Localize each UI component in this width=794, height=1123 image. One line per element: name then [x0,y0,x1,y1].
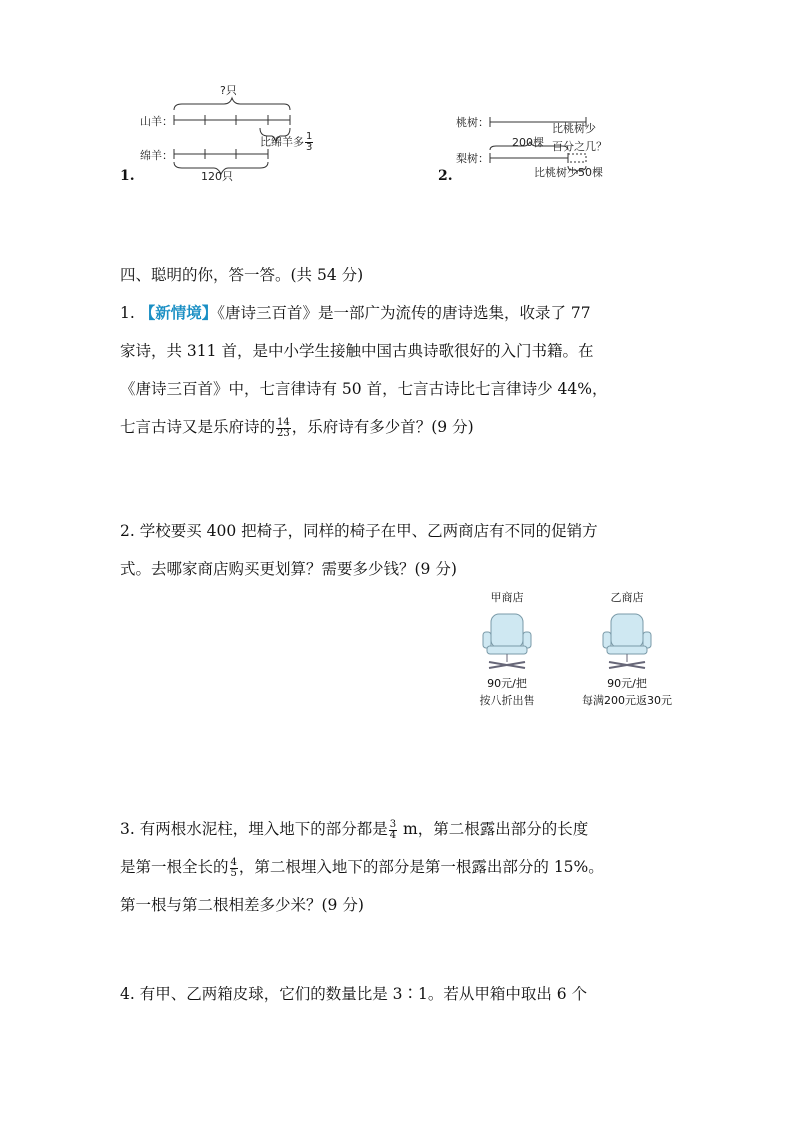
shop-b-price: 90元/把 [607,677,647,690]
q3-line2-pre: 是第一根全长的 [120,858,229,876]
q2-line2: 式。去哪家商店购买更划算？需要多少钱？(9 分) [120,560,457,578]
d2-peach-label: 桃树： [456,116,489,129]
diagram-1 [118,84,348,188]
shop-b-name: 乙商店 [610,591,644,604]
question-2 [120,512,680,588]
shop-a [462,590,552,720]
d1-sheep-label: 绵羊： [140,149,173,162]
shop-b-promo: 每满200元返30元 [582,694,672,707]
q3-line1-pre: 3. 有两根水泥柱，埋入地下的部分都是 [120,820,388,838]
d2-pear-label: 梨树： [456,152,489,165]
d1-top-label: ?只 [220,84,237,97]
q1-line4-pre: 七言古诗又是乐府诗的 [120,418,276,436]
section-title: 四、聪明的你，答一答。(共 54 分) [120,266,364,284]
d2-question-line2: 百分之几？ [552,140,607,153]
shop-a-price: 90元/把 [487,677,527,690]
chair-icon [597,610,657,674]
question-4 [120,975,680,1013]
shop-a-promo: 按八折出售 [479,694,535,707]
shop-b [572,590,682,720]
q3-fraction-2: $\frac{4}{5}$ [230,856,237,879]
q4-line1: 4. 有甲、乙两箱皮球，它们的数量比是 3∶1。若从甲箱中取出 6 个 [120,985,588,1003]
chair-icon [477,610,537,674]
d1-goat-label: 山羊： [140,115,173,128]
q1-number: 1. [120,304,135,322]
q1-tag: 【新情境】 [139,303,218,322]
d1-bottom-label: 120只 [201,170,233,183]
q1-line1: 《唐诗三百首》是一部广为流传的唐诗选集，收录了 77 [217,304,591,322]
q1-line3: 《唐诗三百首》中，七言律诗有 50 首，七言古诗比七言律诗少 44%， [120,380,608,398]
d1-compare-fraction: $\frac{1}{3}$ [306,131,313,153]
q2-line1: 2. 学校要买 400 把椅子，同样的椅子在甲、乙两商店有不同的促销方 [120,522,598,540]
q3-line2-post: ，第二根埋入地下的部分是第一根露出部分的 15%。 [238,858,604,876]
q1-line2: 家诗，共 311 首，是中小学生接触中国古典诗歌很好的入门书籍。在 [120,342,594,360]
q3-fraction-1: $\frac{3}{4}$ [389,818,397,841]
d2-question-line1: 比桃树少 [552,122,596,135]
q3-line3: 第一根与第二根相差多少米？(9 分) [120,896,364,914]
q1-line4-post: ，乐府诗有多少首？(9 分) [291,418,474,436]
d2-number: 2. [438,168,453,184]
question-3 [120,810,680,924]
q3-line1-post: m，第二根露出部分的长度 [398,820,589,838]
d1-compare-text: 比绵羊多 $\frac{1}{3}$ [260,131,313,153]
d2-left-label: 200棵 [512,136,544,149]
d1-number: 1. [120,168,135,184]
question-1 [120,294,680,446]
q1-fraction: $\frac{14}{23}$ [277,416,290,439]
shop-a-name: 甲商店 [490,591,524,604]
d2-bottom-label: 比桃树少50棵 [534,166,603,179]
diagram-2 [436,100,646,190]
